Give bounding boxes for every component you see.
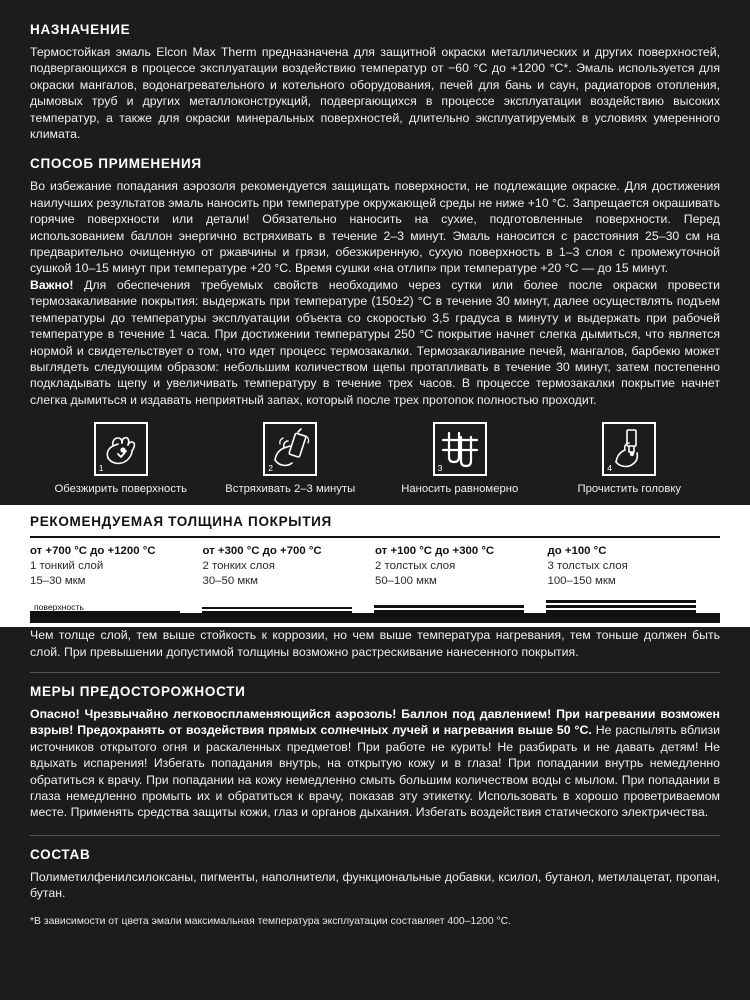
precautions-danger-text: Опасно! Чрезвычайно легковоспламеняющийся аэрозоль! Баллон под давлением! При нагревании возможен взрыв! Предохранять от воздействия прямых солнечных лучей и нагревания выше 50 °С.	[30, 706, 720, 738]
instruction-step-4	[545, 422, 715, 495]
thickness-rule	[30, 536, 720, 538]
step-caption-4: Прочистить головку	[577, 483, 682, 496]
thickness-microns: 50–100 мкм	[375, 574, 437, 587]
divider-2	[30, 835, 720, 836]
clean-nozzle-icon	[602, 422, 656, 476]
instruction-step-2	[206, 422, 376, 495]
thickness-layers: 1 тонкий слой	[30, 560, 104, 573]
precautions-text	[30, 706, 720, 821]
thickness-range: до +100 °С	[547, 545, 607, 558]
layer-stack-3	[374, 605, 524, 613]
composition-text: Полиметилфенилсилоксаны, пигменты, наполнители, функциональные добавки, ксилол, бутанол, метилацетат, пропан, бутан.	[30, 869, 720, 901]
step-caption-2: Встряхивать 2–3 минуты	[225, 483, 356, 496]
purpose-title: НАЗНАЧЕНИЕ	[30, 22, 131, 37]
thickness-range: от +300 °С до +700 °С	[202, 545, 322, 558]
purpose-section	[30, 22, 720, 142]
instruction-icons	[30, 422, 720, 495]
step-number-4: 4	[607, 463, 612, 474]
step-caption-1: Обезжирить поверхность	[54, 483, 188, 496]
thickness-column	[375, 545, 548, 588]
even-coat-grid-icon	[433, 422, 487, 476]
usage-section	[30, 156, 720, 408]
layer-stack-4	[546, 600, 696, 613]
usage-paragraph-2-text: Для обеспечения требуемых свойств необходимо через сутки или более после окраски провести термозакаливание покрытия: выдержать при температуре (150±2) °С в течение 30 минут, далее осуществлять подъем температуры до температуры эксплуатации объекта со скоростью 3,5 градуса в минуту и выдержать при рабочей температуре в течение 1 часа. При достижении температуры 250 °С покрытие начнет слегка дымиться, что является нормой и свидетельствует о том, что идет процесс термозакалки. Термозакаливание печей, мангалов, барбекю может выглядеть следующим образом: небольшим количеством щепы протапливать в течение 30 минут, затем постепенно подкладывать щепу и увеличивать температуру в течение трех часов. В процессе термозакалки покрытие начнет слегка дымиться и издавать неприятный запах, который после трех протопок полностью проходит.	[30, 277, 720, 407]
thickness-microns: 100–150 мкм	[547, 574, 616, 587]
thickness-column	[548, 545, 721, 588]
divider-1	[30, 672, 720, 673]
composition-title: СОСТАВ	[30, 846, 91, 862]
shake-can-icon	[263, 422, 317, 476]
thickness-microns: 30–50 мкм	[202, 574, 258, 587]
thickness-column	[30, 545, 203, 588]
step-number-3: 3	[437, 463, 443, 474]
thickness-microns: 15–30 мкм	[30, 574, 86, 587]
precautions-title: МЕРЫ ПРЕДОСТОРОЖНОСТИ	[30, 683, 246, 699]
purpose-text: Термостойкая эмаль Elcon Max Therm предназначена для защитной окраски металлических и других поверхностей, подвергающихся в процессе эксплуатации воздействию температур от −60 °С до +1200 °С*. Эмаль используется для окраски мангалов, водонагревательного и котельного оборудования, печей для бань и саун, радиаторов отопления, дымовых труб и других металлоконструкций, подвергающихся в процессе эксплуатации воздействию высоких температур, а также для окраски минеральных поверхностей, длительно эксплуатируемых в условиях умеренного климата.	[30, 45, 720, 142]
composition-section	[30, 847, 720, 902]
instruction-step-1	[36, 422, 206, 495]
step-number-1: 1	[98, 463, 104, 474]
usage-paragraph-1: Во избежание попадания аэрозоля рекомендуется защищать поверхности, не подлежащие окраске. Для достижения наилучших результатов эмаль наносить при температуре окружающей среды не ниже +10 °С. Запрещается окрашивать горячие поверхности или детали! Обязательно наносить на сухие, подготовленные поверхности. Перед использованием баллон энергично встряхивать в течение 2–3 минут. Эмаль наносится с расстояния 25–30 см на предварительно очищенную от ржавчины и грязи, обезжиренную, сухую поверхность в 1–3 слоя с промежуточной сушкой 10–15 минут при температуре +20 °С. Время сушки «на отлип» при температуре +20 °С — до 15 минут.	[30, 179, 720, 276]
instruction-step-3	[375, 422, 545, 495]
thickness-columns	[30, 545, 720, 588]
step-caption-3: Наносить равномерно	[401, 483, 519, 496]
important-label: Важно!	[30, 277, 74, 292]
surface-label: поверхность	[34, 602, 84, 613]
usage-paragraph-2	[30, 277, 720, 408]
precautions-rest-text: Не распылять вблизи источников открытого огня и раскаленных предметов! При работе не курить! Не разбирать и не давать детям! Не вдыхать испарения! Избегать попадания внутрь, на открытую кожу и в глаза! При попадании внутрь немедленно обратиться к врачу. При попадании на кожу немедленно смыть большим количеством воды с мылом. При попадании в глаза немедленно промыть их и обратиться к врачу, показав эту этикетку. Использовать в хорошо проветриваемом месте. Применять средства защиты кожи, глаз и органов дыхания. Избегать воздействия статического электричества.	[30, 723, 720, 820]
thickness-band	[0, 505, 750, 627]
degrease-hand-icon	[94, 422, 148, 476]
thickness-range: от +700 °С до +1200 °С	[30, 545, 156, 558]
thickness-title: РЕКОМЕНДУЕМАЯ ТОЛЩИНА ПОКРЫТИЯ	[30, 514, 332, 530]
precautions-section	[30, 684, 720, 821]
thickness-layer-diagram	[30, 593, 720, 623]
thickness-layers: 3 толстых слоя	[547, 560, 628, 573]
usage-title: СПОСОБ ПРИМЕНЕНИЯ	[30, 156, 202, 172]
step-number-2: 2	[268, 463, 273, 474]
thickness-note: Чем толще слой, тем выше стойкость к коррозии, но чем выше температура нагревания, тем тоньше должен быть слой. При превышении допустимой толщины возможно растрескивание нанесенного покрытия.	[30, 628, 720, 659]
thickness-layers: 2 тонких слоя	[202, 560, 275, 573]
thickness-column	[203, 545, 376, 588]
thickness-range: от +100 °С до +300 °С	[375, 545, 495, 558]
thickness-layers: 2 толстых слоя	[375, 560, 456, 573]
footnote: *В зависимости от цвета эмали максимальная температура эксплуатации составляет 400–1200 °С.	[30, 915, 512, 927]
surface-bar	[30, 613, 720, 623]
